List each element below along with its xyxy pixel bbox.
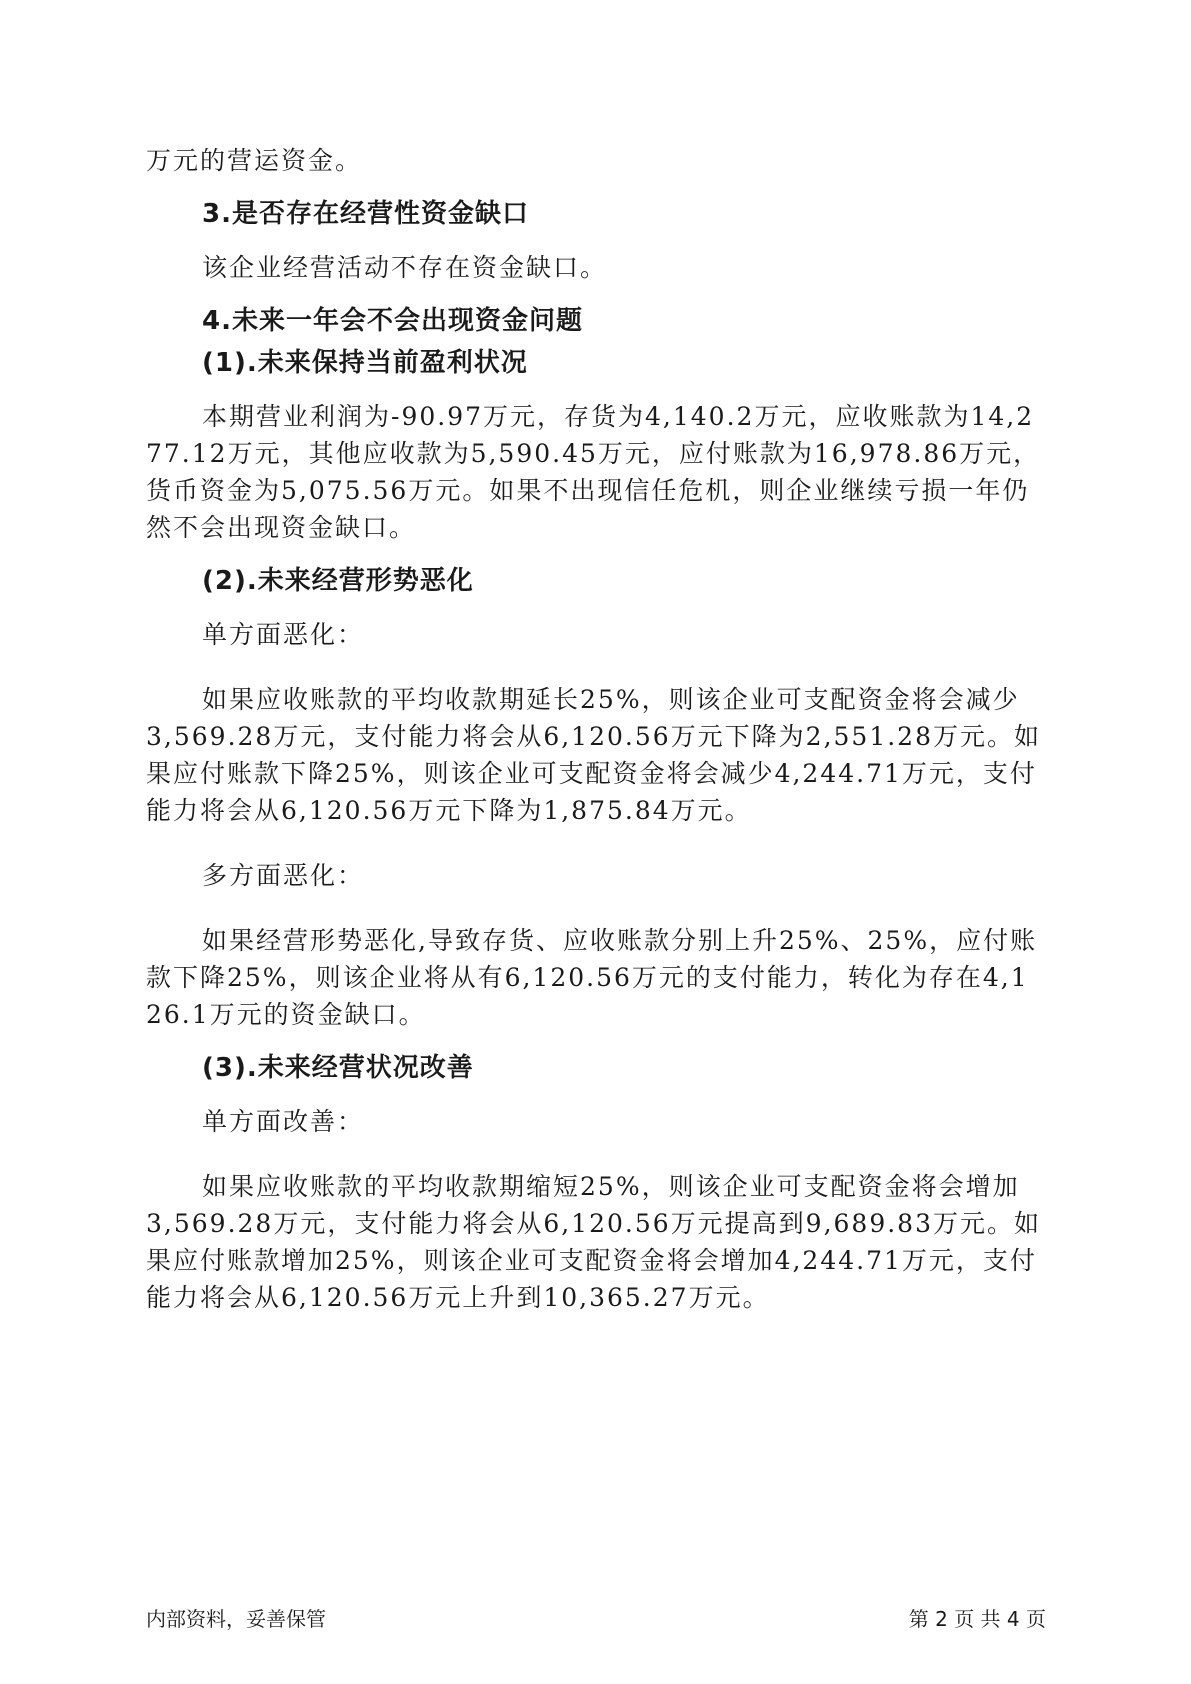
paragraph-multi-worsen: 如果经营形势恶化,导致存货、应收账款分别上升25%、25%，应付账款下降25%，则该企业将从有6,120.56万元的支付能力，转化为存在4,126.1万元的资金缺口。 [146, 926, 1038, 1029]
paragraph-multi-worsen-label: 多方面恶化： [202, 861, 365, 890]
footer-confidential-note: 内部资料，妥善保管 [146, 1607, 326, 1631]
paragraph-single-worsen-label: 单方面恶化： [202, 620, 365, 649]
paragraph-no-gap: 该企业经营活动不存在资金缺口。 [202, 253, 608, 282]
heading-keep-profit: (1).未来保持当前盈利状况 [202, 348, 528, 378]
heading-next-year: 4.未来一年会不会出现资金问题 [202, 306, 583, 336]
paragraph-single-improve-label: 单方面改善： [202, 1107, 365, 1136]
footer-page-number: 第 2 页 共 4 页 [908, 1607, 1046, 1631]
document-body [146, 142, 1046, 1316]
paragraph-current-status: 本期营业利润为-90.97万元，存货为4,140.2万元，应收账款为14,277.12万元，其他应收款为5,590.45万元，应付账款为16,978.86万元，货币资金为5,075.56万元。如果不出现信任危机，则企业继续亏损一年仍然不会出现资金缺口。 [146, 402, 1041, 542]
paragraph-single-improve: 如果应收账款的平均收款期缩短25%，则该企业可支配资金将会增加3,569.28万元，支付能力将会从6,120.56万元提高到9,689.83万元。如果应付账款增加25%，则该企业可支配资金将会增加4,244.71万元，支付能力将会从6,120.56万元上升到10,365.27万元。 [146, 1172, 1041, 1312]
paragraph-single-worsen: 如果应收账款的平均收款期延长25%，则该企业可支配资金将会减少3,569.28万元，支付能力将会从6,120.56万元下降为2,551.28万元。如果应付账款下降25%，则该企业可支配资金将会减少4,244.71万元，支付能力将会从6,120.56万元下降为1,875.84万元。 [146, 685, 1041, 825]
heading-worsen: (2).未来经营形势恶化 [202, 566, 474, 596]
page-footer [146, 1603, 1046, 1633]
heading-funding-gap: 3.是否存在经营性资金缺口 [202, 199, 529, 229]
heading-improve: (3).未来经营状况改善 [202, 1053, 474, 1083]
paragraph-continuation: 万元的营运资金。 [146, 146, 363, 175]
